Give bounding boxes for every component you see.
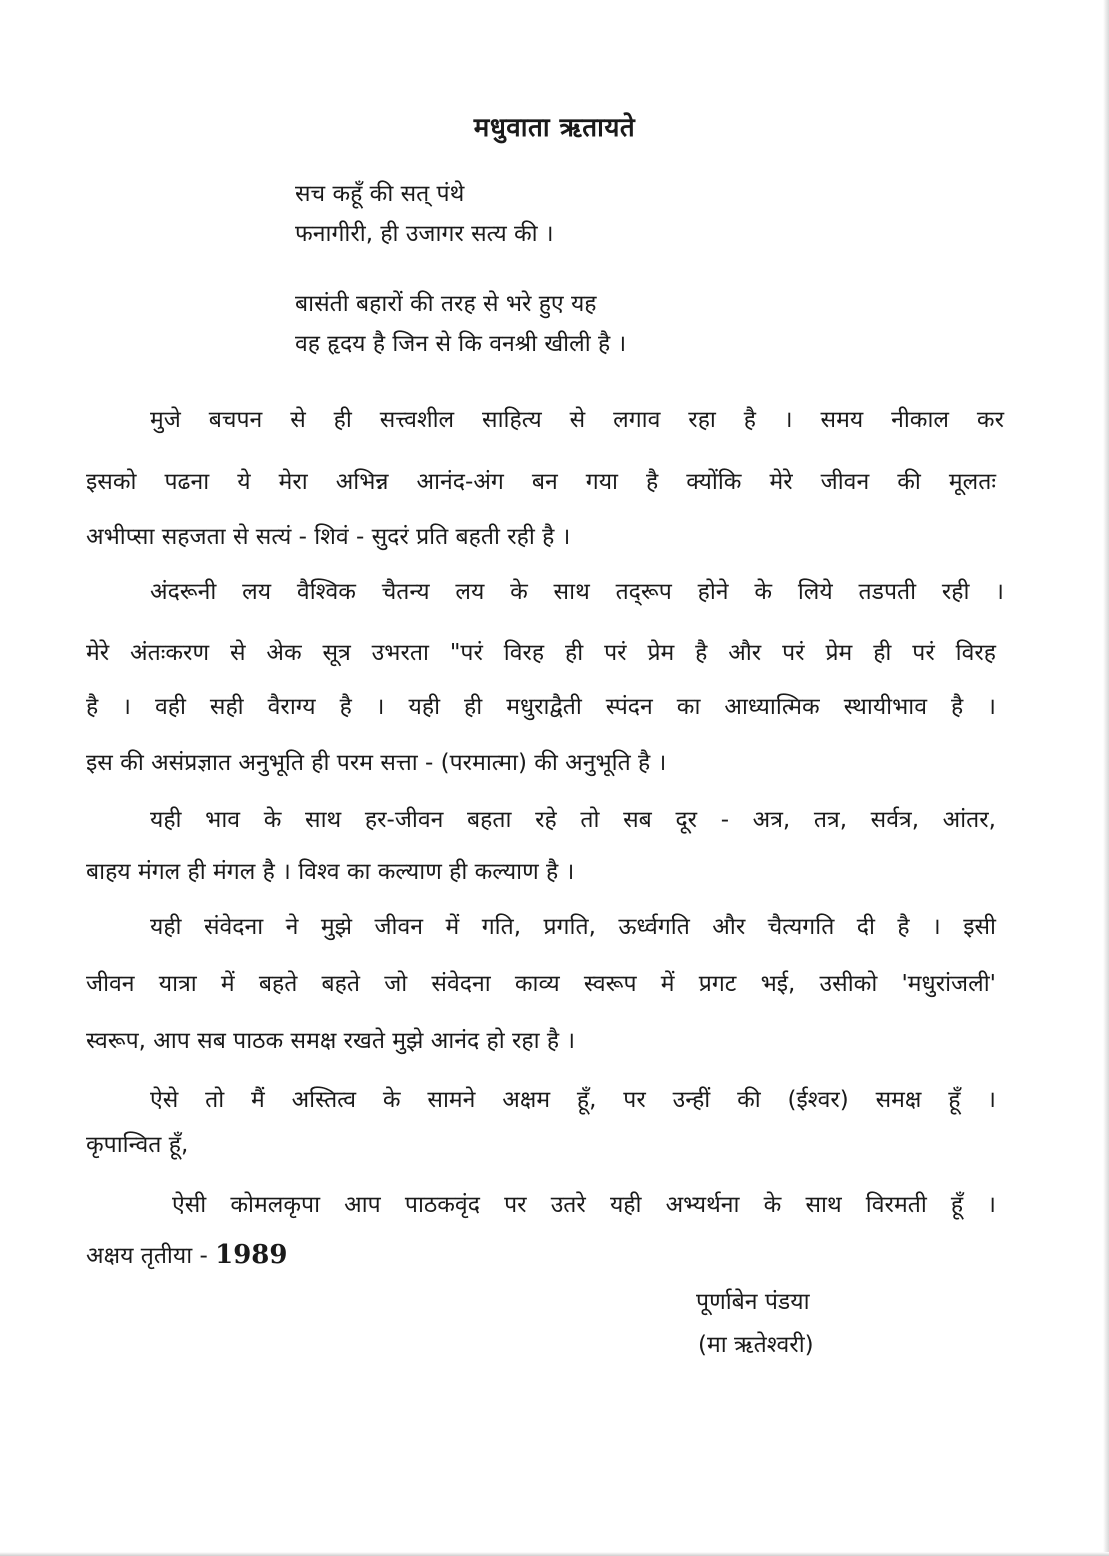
paragraph-line: स्वरूप, आप सब पाठक समक्ष रखते मुझे आनंद हो रहा है ।: [86, 1028, 576, 1054]
paragraph-line: यही भाव के साथ हर-जीवन बहता रहे तो सब दूर - अत्र, तत्र, सर्वत्र, आंतर,: [150, 807, 996, 833]
date-line: [86, 1238, 288, 1270]
page-title: मधुवाता ऋतायते: [473, 113, 636, 143]
paragraph-line: ऐसी कोमलकृपा आप पाठकवृंद पर उतरे यही अभ्यर्थना के साथ विरमती हूँ ।: [172, 1192, 996, 1218]
poem-line: वह हृदय है जिन से कि वनश्री खीली है ।: [295, 331, 627, 357]
date-label: अक्षय तृतीया -: [86, 1243, 208, 1269]
author-name: पूर्णाबेन पंडया: [696, 1289, 810, 1315]
poem-line: फनागीरी, ही उजागर सत्य की ।: [295, 221, 554, 247]
paragraph-line: यही संवेदना ने मुझे जीवन में गति, प्रगति, ऊर्ध्वगति और चैत्यगति दी है । इसी: [150, 914, 996, 940]
scan-edge: [1103, 0, 1109, 1556]
paragraph-line: है । वही सही वैराग्य है । यही ही मधुराद्वैती स्पंदन का आध्यात्मिक स्थायीभाव है ।: [86, 694, 996, 720]
paragraph-line: इसको पढना ये मेरा अभिन्न आनंद-अंग बन गया है क्योंकि मेरे जीवन की मूलतः: [86, 469, 996, 495]
author-alias: (मा ऋतेश्वरी): [698, 1332, 814, 1358]
paragraph-line: अंदरूनी लय वैश्विक चैतन्य लय के साथ तद्‌रूप होने के लिये तडपती रही ।: [150, 579, 1004, 605]
scan-edge: [0, 1552, 1109, 1556]
poem-line: बासंती बहारों की तरह से भरे हुए यह: [295, 291, 597, 317]
paragraph-line: कृपान्वित हूँ,: [86, 1132, 189, 1158]
paragraph-line: ऐसे तो मैं अस्तित्व के सामने अक्षम हूँ, पर उन्हीं की (ईश्वर) समक्ष हूँ ।: [150, 1087, 996, 1113]
poem-line: सच कहूँ की सत् पंथे: [295, 181, 465, 207]
paragraph-line: मुजे बचपन से ही सत्त्वशील साहित्य से लगाव रहा है । समय नीकाल कर: [150, 407, 1004, 433]
paragraph-line: इस की असंप्रज्ञात अनुभूति ही परम सत्ता - (परमात्मा) की अनुभूति है ।: [86, 750, 667, 776]
date-year: 1989: [215, 1240, 288, 1270]
paragraph-line: बाहय मंगल ही मंगल है । विश्व का कल्याण ही कल्याण है ।: [86, 859, 575, 885]
paragraph-line: जीवन यात्रा में बहते बहते जो संवेदना काव्य स्वरूप में प्रगट भई, उसीको 'मधुरांजली': [86, 971, 996, 997]
paragraph-line: अभीप्सा सहजता से सत्यं - शिवं - सुदरं प्रति बहती रही है ।: [86, 524, 571, 550]
paragraph-line: मेरे अंतःकरण से अेक सूत्र उभरता "परं विरह ही परं प्रेम है और परं प्रेम ही परं विरह: [86, 640, 996, 666]
